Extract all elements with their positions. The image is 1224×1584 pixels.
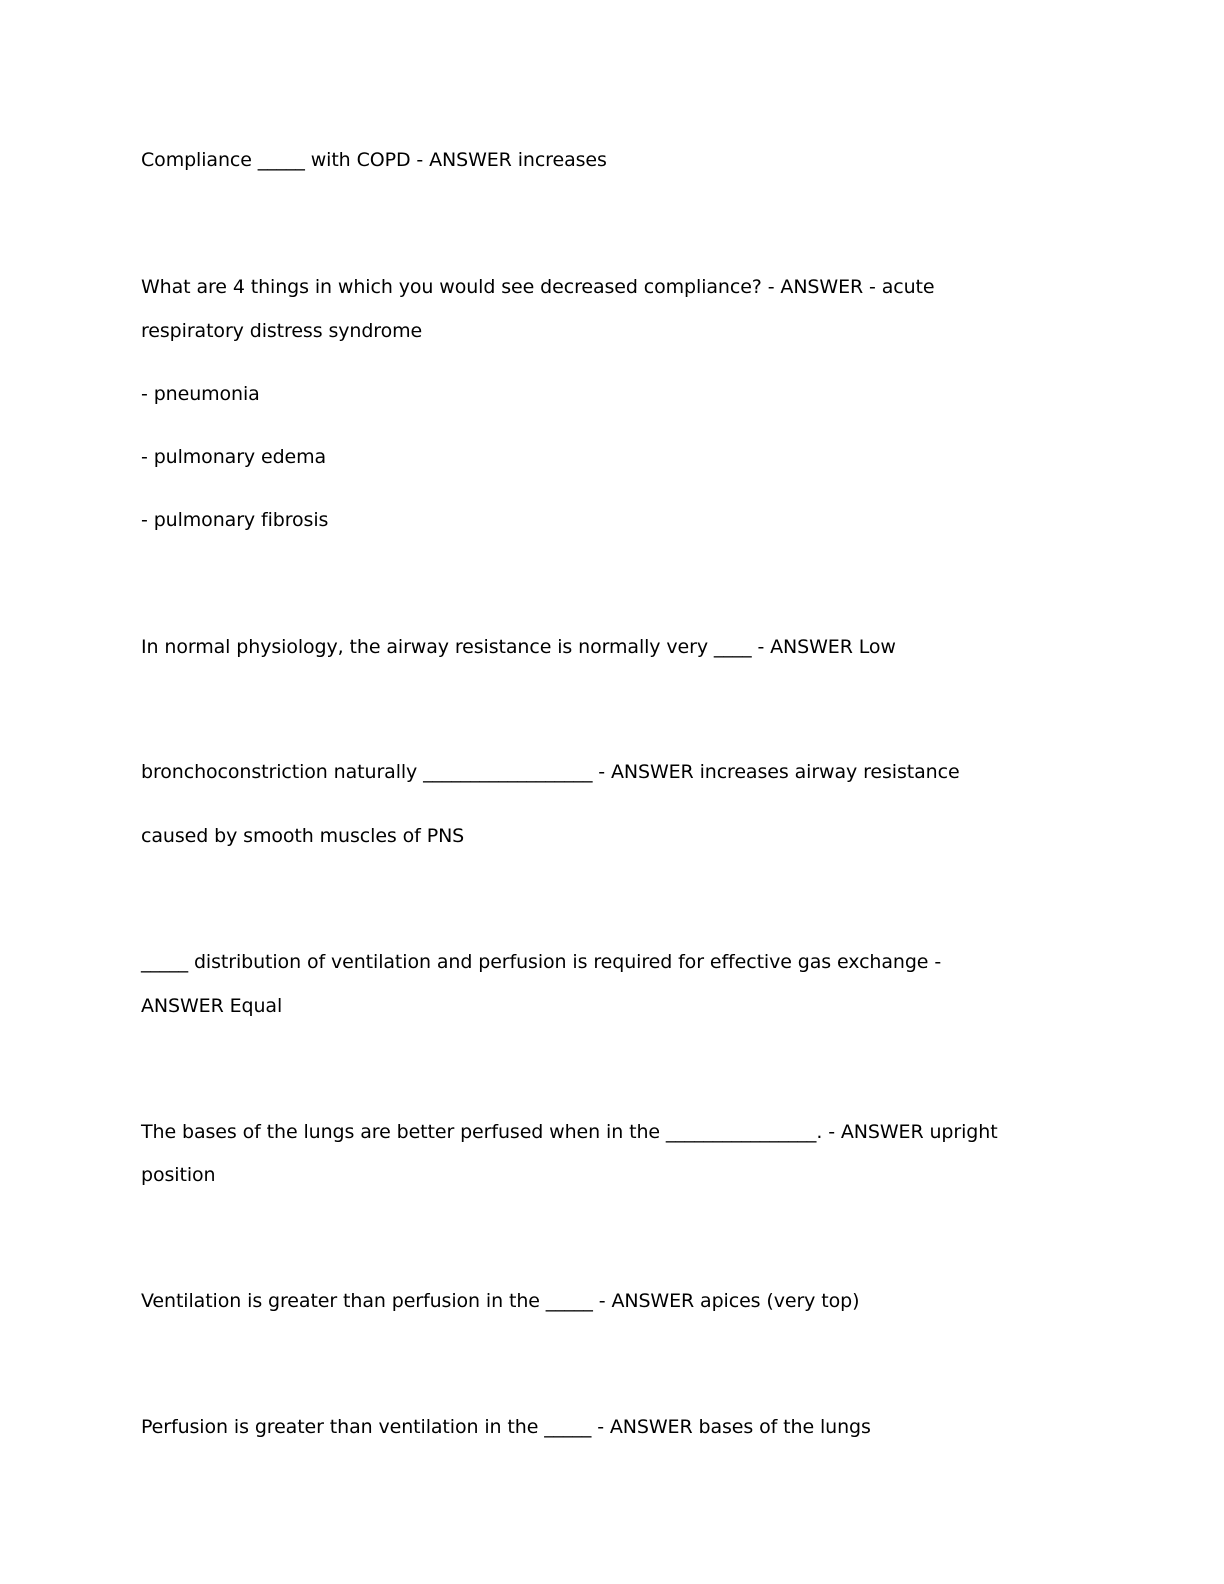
text-line-ards: respiratory distress syndrome <box>141 320 423 342</box>
text-line-bases-perfused: The bases of the lungs are better perfused when in the ________________. - ANSWER upright <box>141 1121 998 1143</box>
text-line-decreased-compliance-question: What are 4 things in which you would see decreased compliance? - ANSWER - acute <box>141 276 935 298</box>
text-line-bronchoconstriction: bronchoconstriction naturally __________________ - ANSWER increases airway resistance <box>141 761 960 783</box>
text-line-smooth-muscles: caused by smooth muscles of PNS <box>141 825 465 847</box>
text-line-pulmonary-fibrosis: - pulmonary fibrosis <box>141 509 329 531</box>
text-line-ventilation-greater: Ventilation is greater than perfusion in the _____ - ANSWER apices (very top) <box>141 1290 860 1312</box>
text-line-position: position <box>141 1164 216 1186</box>
text-line-airway-resistance: In normal physiology, the airway resistance is normally very ____ - ANSWER Low <box>141 636 896 658</box>
text-line-pulmonary-edema: - pulmonary edema <box>141 446 327 468</box>
text-line-pneumonia: - pneumonia <box>141 383 260 405</box>
text-line-distribution: _____ distribution of ventilation and perfusion is required for effective gas exchange - <box>141 951 942 973</box>
text-line-answer-equal: ANSWER Equal <box>141 995 283 1017</box>
text-line-compliance-copd: Compliance _____ with COPD - ANSWER increases <box>141 149 607 171</box>
text-line-perfusion-greater: Perfusion is greater than ventilation in the _____ - ANSWER bases of the lungs <box>141 1416 871 1438</box>
